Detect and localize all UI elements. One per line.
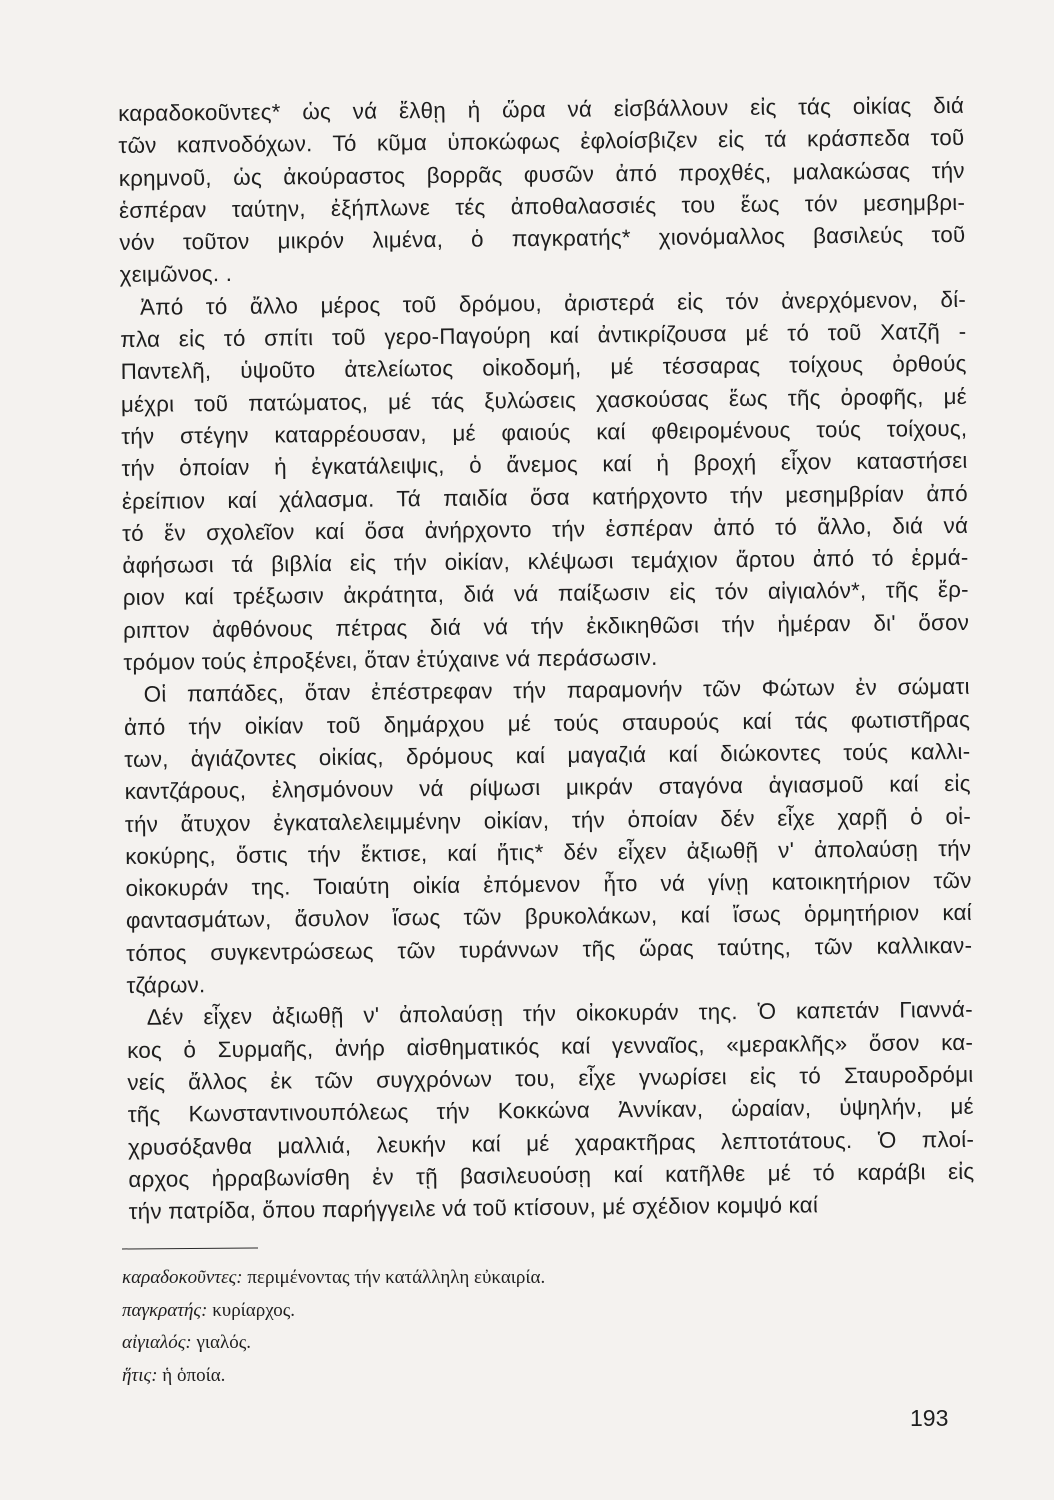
footnote-definition: ἡ ὁποία. xyxy=(162,1364,226,1386)
text-line: ἀπό τήν οἰκίαν τοῦ δημάρχου μέ τούς σταυρούς καί τάς φωτιστῆρας xyxy=(123,706,971,740)
footnote-term: ἥτις: xyxy=(122,1364,158,1386)
footnote xyxy=(122,1327,822,1360)
paragraph xyxy=(127,994,975,1228)
text-line: Παντελῆ, ὑψοῦτο ἀτελείωτος οἰκοδομή, μέ τέσσαρας τοίχους ὀρθούς xyxy=(120,351,967,385)
text-line: τήν ὁποίαν ἡ ἐγκατάλειψις, ὁ ἄνεμος καί ἡ βροχή εἶχον καταστήσει xyxy=(121,448,968,482)
paragraph xyxy=(118,90,966,292)
text-line: ἑσπέραν ταύτην, ἐξήπλωνε τές ἀποθαλασσιές του ἕως τόν μεσημβρι- xyxy=(118,189,966,223)
text-line: ριον καί τρέξωσιν ἀκράτητα, διά νά παίξωσιν εἰς τόν αἰγιαλόν*, τῆς ἔρ- xyxy=(122,577,969,611)
footnote-term: αἰγιαλός: xyxy=(122,1332,192,1353)
text-line: ριπτον ἀφθόνους πέτρας διά νά τήν ἐκδικηθῶσι τήν ἡμέραν δι' ὅσον xyxy=(122,609,970,643)
footnote-definition: κυρίαρχος. xyxy=(212,1299,296,1321)
footnotes xyxy=(122,1262,822,1392)
text-line: μέχρι τοῦ πατώματος, μέ τάς ξυλώσεις χασκούσας ἕως τῆς ὀροφῆς, μέ xyxy=(120,383,968,417)
text-line: τόπος συγκεντρώσεως τῶν τυράννων τῆς ὥρας ταύτης, τῶν καλλικαν- xyxy=(126,932,973,966)
text-line: Δέν εἶχεν ἀξιωθῇ ν' ἀπολαύσῃ τήν οἰκοκυράν της. Ὁ καπετάν Γιαννά- xyxy=(146,997,973,1031)
text-line: νόν τοῦτον μικρόν λιμένα, ὁ παγκρατής* χιονόμαλλος βασιλεύς τοῦ xyxy=(119,222,966,256)
text-line: χειμῶνος. . xyxy=(119,261,233,288)
text-line: τῶν καπνοδόχων. Τό κῦμα ὑποκώφως ἐφλοίσβιζεν εἰς τά κράσπεδα τοῦ xyxy=(118,125,965,159)
footnote-term: παγκρατής: xyxy=(122,1299,208,1321)
text-line: τρόμον τούς ἐπροξένει, ὅταν ἐτύχαινε νά περάσωσιν. xyxy=(123,644,658,676)
text-line: των, ἁγιάζοντες οἰκίας, δρόμους καί μαγαζιά καί διώκοντες τούς καλλι- xyxy=(124,738,971,772)
text-line: ἀφήσωσι τά βιβλία εἰς τήν οἰκίαν, κλέψωσι τεμάχιον ἄρτου ἀπό τό ἑρμά- xyxy=(122,545,969,579)
text-line: Οἱ παπάδες, ὅταν ἐπέστρεφαν τήν παραμονήν τῶν Φώτων ἐν σώματι xyxy=(143,674,970,708)
page-number: 193 xyxy=(910,1405,949,1431)
text-line: τό ἕν σχολεῖον καί ὅσα ἀνήρχοντο τήν ἑσπέραν ἀπό τό ἄλλο, διά νά xyxy=(122,512,969,546)
paragraph xyxy=(124,671,973,1002)
text-line: τῆς Κωνσταντινουπόλεως τήν Κοκκώνα Ἀννίκαν, ὡραίαν, ὑψηλήν, μέ xyxy=(127,1094,974,1128)
text-line: νείς ἄλλος ἐκ τῶν συγχρόνων του, εἶχε γνωρίσει εἰς τό Σταυροδρόμι xyxy=(127,1061,974,1095)
footnote xyxy=(122,1360,822,1393)
text-line: Ἀπό τό ἄλλο μέρος τοῦ δρόμου, ἀριστερά εἰς τόν ἀνερχόμενον, δί- xyxy=(139,286,967,320)
text-line: χρυσόξανθα μαλλιά, λευκήν καί μέ χαρακτῆρας λεπτοτάτους. Ὁ πλοί- xyxy=(127,1126,975,1160)
footnote-separator xyxy=(122,1248,258,1250)
text-line: πλα εἰς τό σπίτι τοῦ γερο-Παγούρη καί ἀντικρίζουσα μέ τό τοῦ Χατζῆ - xyxy=(120,318,967,353)
text-line: κρημνοῦ, ὡς ἀκούραστος βορρᾶς φυσῶν ἀπό προχθές, μαλακώσας τήν xyxy=(118,157,965,191)
paragraph xyxy=(120,284,970,680)
text-line: κος ὁ Συρμαῆς, ἀνήρ αἰσθηματικός καί γενναῖος, «μερακλῆς» ὅσον κα- xyxy=(127,1029,974,1063)
text-line: αρχος ἠρραβωνίσθη ἐν τῇ βασιλευούσῃ καί κατῆλθε μέ τό καράβι εἰς xyxy=(128,1158,975,1192)
text-line: τήν ἄτυχον ἐγκαταλελειμμένην οἰκίαν, τήν ὁποίαν δέν εἶχε χαρῇ ὁ οἰ- xyxy=(124,803,972,837)
text-line: ἐρείπιον καί χάλασμα. Τά παιδία ὅσα κατήρχοντο τήν μεσημβρίαν ἀπό xyxy=(121,480,968,514)
main-text xyxy=(118,90,975,1228)
text-line: καντζάρους, ἐλησμόνουν νά ρίψωσι μικράν σταγόνα ἁγιασμοῦ καί εἰς xyxy=(124,771,971,805)
text-line: κοκύρης, ὅστις τήν ἔκτισε, καί ἥτις* δέν εἶχεν ἀξιωθῇ ν' ἀπολαύσῃ τήν xyxy=(125,835,972,869)
text-line: τζάρων. xyxy=(126,972,206,998)
text-line: τήν στέγην καταρρέουσαν, μέ φαιούς καί φθειρομένους τούς τοίχους, xyxy=(121,415,968,449)
footnote-definition: περιμένοντας τήν κατάλληλη εὐκαιρία. xyxy=(247,1267,546,1288)
text-line: οἰκοκυράν της. Τοιαύτη οἰκία ἐπόμενον ἦτο νά γίνῃ κατοικητήριον τῶν xyxy=(125,867,972,902)
text-line: τήν πατρίδα, ὅπου παρήγγειλε νά τοῦ κτίσουν, μέ σχέδιον κομψό καί xyxy=(128,1192,819,1225)
footnote xyxy=(122,1262,822,1295)
footnote-definition: γιαλός. xyxy=(196,1332,251,1353)
text-line: φαντασμάτων, ἄσυλον ἴσως τῶν βρυκολάκων, καί ἴσως ὁρμητήριον καί xyxy=(125,900,972,934)
footnote-term: καραδοκοῦντες: xyxy=(122,1267,243,1288)
text-line: καραδοκοῦντες* ὡς νά ἔλθῃ ἡ ὥρα νά εἰσβάλλουν εἰς τάς οἰκίας διά xyxy=(118,92,965,126)
footnote xyxy=(122,1295,822,1328)
